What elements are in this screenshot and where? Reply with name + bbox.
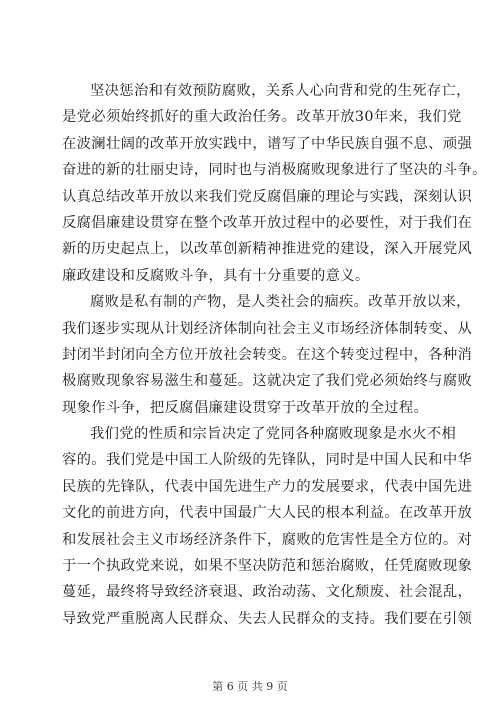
text-line: 认真总结改革开放以来我们党反腐倡廉的理论与实践，深刻认识	[62, 188, 473, 205]
text-line: 我们逐步实现从计划经济体制向社会主义市场经济体制转变、从	[62, 320, 473, 337]
text-line: 极腐败现象容易滋生和蔓延。这就决定了我们党必须始终与腐败	[62, 373, 473, 390]
text-line: 廉政建设和反腐败斗争，具有十分重要的意义。	[62, 267, 370, 284]
text-line: 民族的先锋队，代表中国先进生产力的发展要求，代表中国先进	[62, 478, 473, 495]
body-text	[62, 78, 487, 632]
text-line: 蔓延，最终将导致经济衰退、政治动荡、文化颓废、社会混乱，	[62, 584, 473, 601]
text-line: 反腐倡廉建设贯穿在整个改革开放过程中的必要性，对于我们在	[62, 214, 473, 231]
text-line: 我们党的性质和宗旨决定了党同各种腐败现象是水火不相	[90, 426, 457, 443]
text-line: 腐败是私有制的产物，是人类社会的痼疾。改革开放以来，	[90, 294, 471, 311]
text-line: 新的历史起点上，以改革创新精神推进党的建设，深入开展党风	[62, 241, 473, 258]
paragraph-2	[62, 289, 473, 421]
text-line: 坚决惩治和有效预防腐败，关系人心向背和党的生死存亡，	[90, 83, 471, 99]
text-line: 奋进的新的壮丽史诗，同时也与消极腐败现象进行了坚决的斗争。	[62, 162, 487, 179]
text-line: 在波澜壮阔的改革开放实践中，谱写了中华民族自强不息、顽强	[62, 135, 473, 152]
text-line: 是党必须始终抓好的重大政治任务。改革开放30年来，我们党	[62, 109, 462, 126]
text-line: 容的。我们党是中国工人阶级的先锋队，同时是中国人民和中华	[62, 452, 473, 469]
text-line: 文化的前进方向，代表中国最广大人民的根本利益。在改革开放	[62, 505, 473, 522]
paragraph-1	[62, 78, 487, 289]
text-line: 现象作斗争，把反腐倡廉建设贯穿于改革开放的全过程。	[62, 399, 429, 416]
text-line: 于一个执政党来说，如果不坚决防范和惩治腐败，任凭腐败现象	[62, 558, 473, 575]
page-footer: 第 6 页 共 9 页	[212, 680, 288, 693]
paragraph-3	[62, 421, 473, 632]
text-line: 封闭半封闭向全方位开放社会转变。在这个转变过程中，各种消	[62, 346, 473, 363]
text-line: 和发展社会主义市场经济条件下，腐败的危害性是全方位的。对	[62, 531, 473, 548]
text-line: 导致党严重脱离人民群众、失去人民群众的支持。我们要在引领	[62, 610, 473, 627]
